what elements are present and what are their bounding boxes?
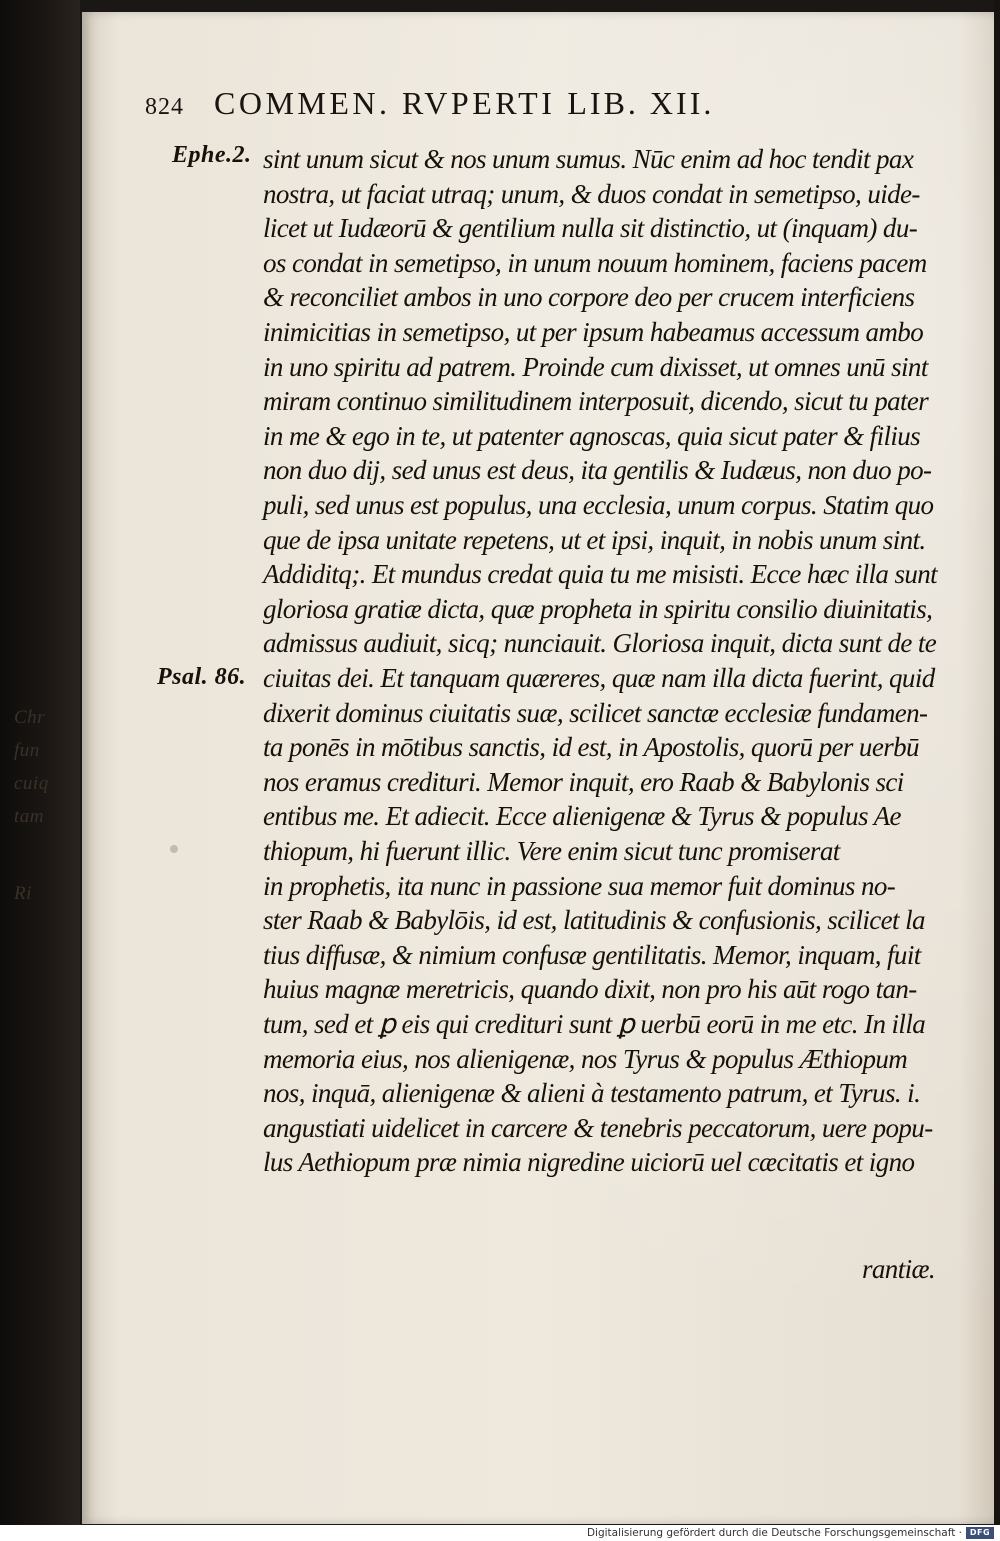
page-edge — [994, 0, 1000, 1525]
dfg-logo-icon: DFG — [966, 1527, 994, 1539]
text-line: huius magnæ meretricis, quando dixit, non pro his aūt rogo tan- — [263, 974, 917, 1005]
text-line: non duo dij, sed unus est deus, ita gentilis & Iudæus, non duo po- — [263, 455, 932, 486]
text-line: gloriosa gratiæ dicta, quæ propheta in spiritu consilio diuinitatis, — [263, 593, 933, 624]
text-line: ta ponēs in mōtibus sanctis, id est, in Apostolis, quorū per uerbū — [263, 732, 919, 763]
marginal-note-ephesians: Ephe.2. — [172, 142, 252, 168]
text-line: ster Raab & Babylōis, id est, latitudinis & confusionis, scilicet la — [263, 905, 925, 936]
text-line: nos, inquā, alienigenæ & alieni à testamento patrum, et Tyrus. i. — [263, 1078, 921, 1109]
facing-page-fragment: Ri — [14, 883, 32, 904]
page-smudge — [170, 845, 178, 853]
facing-page-fragment: Chr — [14, 707, 46, 728]
text-line: admissus audiuit, sicq; nunciauit. Gloriosa inquit, dicta sunt de te — [263, 628, 937, 659]
footer-bar — [0, 1525, 1000, 1541]
text-line: nostra, ut faciat utraq; unum, & duos condat in semetipso, uide- — [263, 178, 920, 209]
text-line: lus Aethiopum præ nimia nigredine uiciorū uel cæcitatis et igno — [263, 1147, 915, 1178]
book-number: LIB. XII. — [567, 85, 715, 121]
marginal-note-psalm: Psal. 86. — [157, 664, 247, 690]
text-line: in uno spiritu ad patrem. Proinde cum dixisset, ut omnes unū sint — [263, 351, 928, 382]
text-line: puli, sed unus est populus, una ecclesia, unum corpus. Statim quo — [263, 490, 934, 520]
text-line: Addiditq;. Et mundus credat quia tu me misisti. Ecce hæc illa sunt — [263, 559, 938, 590]
text-line: ciuitas dei. Et tanquam quæreres, quæ nam illa dicta fuerint, quid — [263, 663, 935, 693]
text-line: licet ut Iudæorū & gentilium nulla sit distinctio, ut (inquam) du- — [263, 213, 918, 244]
text-line: in prophetis, ita nunc in passione sua memor fuit dominus no- — [263, 870, 896, 901]
text-line: & reconciliet ambos in uno corpore deo per crucem interficiens — [263, 282, 915, 313]
facing-page-fragment: tam — [14, 806, 44, 827]
facing-page-fragment: cuiq — [14, 773, 49, 794]
text-line: entibus me. Et adiecit. Ecce alienigenæ & Tyrus & populus Ae — [263, 801, 901, 832]
text-line: angustiati uidelicet in carcere & tenebris peccatorum, uere popu- — [263, 1112, 933, 1143]
binding-shadow — [0, 0, 80, 1525]
text-line: sint unum sicut & nos unum sumus. Nūc enim ad hoc tendit pax — [263, 144, 914, 174]
text-line: nos eramus credituri. Memor inquit, ero Raab & Babylonis sci — [263, 766, 904, 797]
text-line: tius diffusæ, & nimium confusæ gentilitatis. Memor, inquam, fuit — [263, 939, 921, 970]
text-line: thiopum, hi fuerunt illic. Vere enim sicut tunc promiserat — [263, 836, 840, 866]
text-line: tum, sed et ꝑ eis qui credituri sunt ꝑ uerbū eorū in me etc. In illa — [263, 1009, 926, 1039]
running-title: COMMEN. RVPERTI — [214, 85, 556, 121]
text-line: memoria eius, nos alienigenæ, nos Tyrus & populus Æthiopum — [263, 1043, 908, 1074]
text-line-last: rantiæ. — [862, 1254, 936, 1284]
text-line: que de ipsa unitate repetens, ut et ipsi, inquit, in nobis unum sint. — [263, 524, 926, 555]
text-line: inimicitias in semetipso, ut per ipsum habeamus accessum ambo — [263, 317, 924, 347]
facing-page-fragment: fun — [14, 740, 40, 761]
text-line: miram continuo similitudinem interposuit, dicendo, sicut tu pater — [263, 386, 929, 417]
text-line: os condat in semetipso, in unum nouum hominem, faciens pacem — [263, 247, 927, 278]
text-line: in me & ego in te, ut patenter agnoscas, quia sicut pater & filius — [263, 420, 921, 451]
text-line: dixerit dominus ciuitatis suæ, scilicet sanctæ ecclesiæ fundamen- — [263, 697, 928, 728]
page-number: 824 — [145, 94, 184, 120]
running-head — [145, 85, 945, 122]
footer-credit: Digitalisierung gefördert durch die Deutsche Forschungsgemeinschaft · — [586, 1527, 962, 1539]
